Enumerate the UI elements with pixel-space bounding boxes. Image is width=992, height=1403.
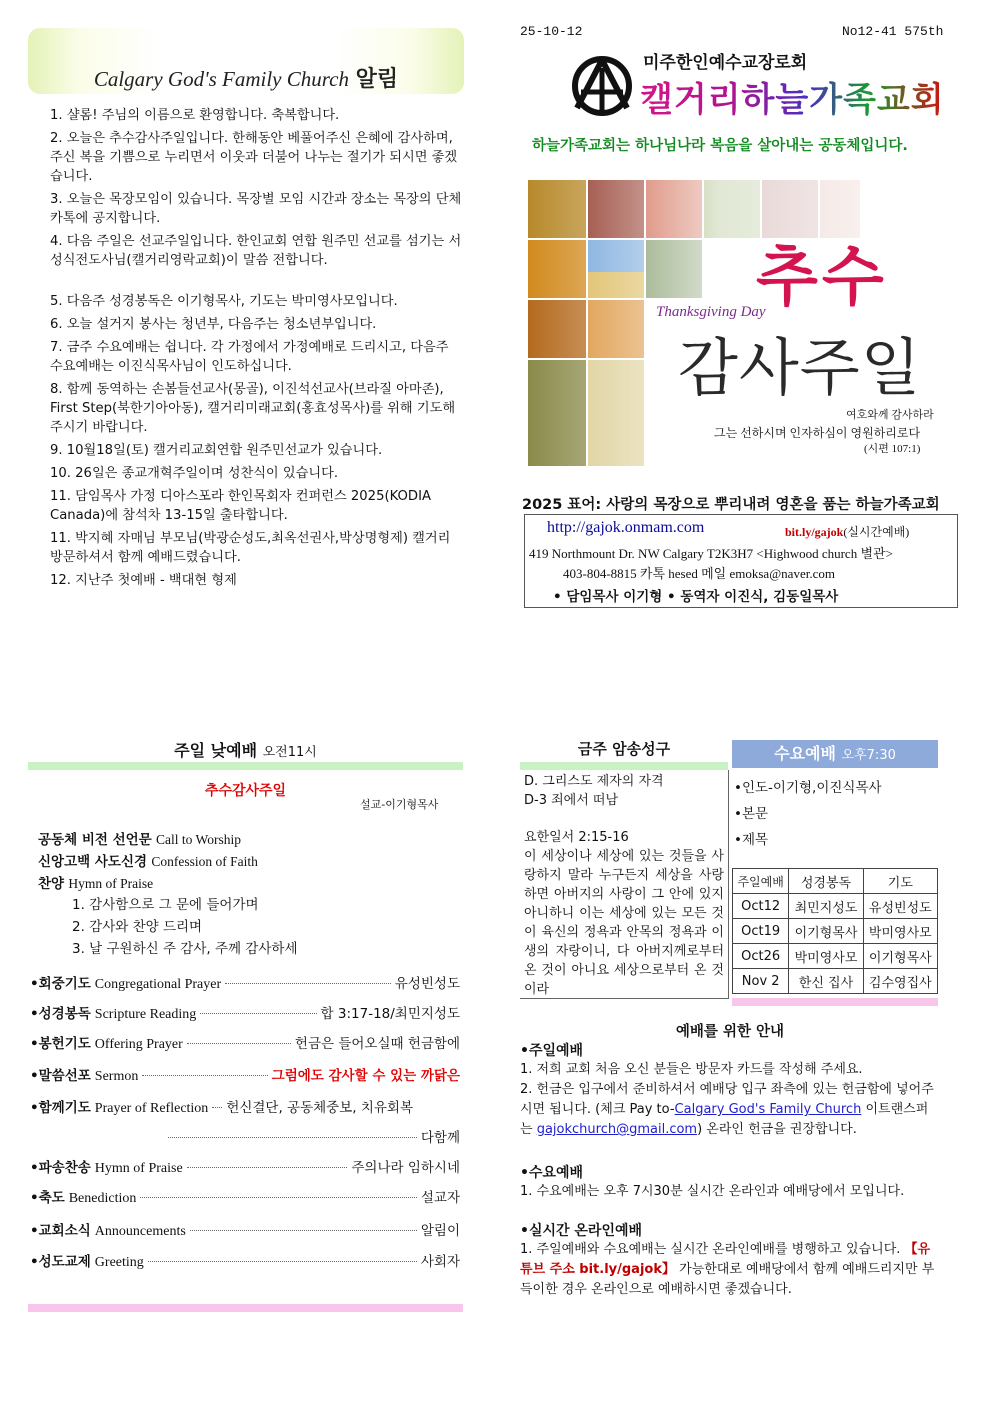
- banner-verse-line1: 여호와께 감사하라: [846, 409, 934, 421]
- notice-item: 11. 담임목사 가정 디아스포라 한인목회자 컨퍼런스 2025(KODIA Canada)에 참석차 13-15일 출타합니다.: [50, 489, 431, 523]
- order-english: Congregational Prayer: [94, 977, 222, 992]
- dotted-leader: [190, 1230, 417, 1231]
- live-stream-link-line: [785, 523, 909, 540]
- notice-item: 4. 다음 주일은 선교주일입니다. 한인교회 연합 원주민 선교를 섬기는 서성식전도사님(캘거리영락교회)이 말씀 전합니다.: [50, 234, 462, 268]
- table-cell: 박미영사모: [789, 944, 863, 969]
- order-row: [30, 1250, 460, 1271]
- church-address: 419 Northmount Dr. NW Calgary T2K3H7 <Highwood church 별관>: [529, 546, 893, 561]
- order-value: 유성빈성도: [394, 976, 460, 992]
- guide-wednesday-heading: •수요예배: [520, 1165, 584, 1181]
- sunday-theme: 추수감사주일: [204, 783, 287, 799]
- guide-online-item-1: [520, 1240, 938, 1300]
- order-confession: [38, 850, 258, 870]
- order-english: Announcements: [94, 1224, 186, 1239]
- wednesday-time: 오후7:30: [841, 748, 896, 763]
- guide-text: 이트랜스퍼는: [520, 1102, 929, 1137]
- order-english: Prayer of Reflection: [94, 1101, 209, 1116]
- order-english: Hymn of Praise: [94, 1161, 183, 1176]
- dotted-leader: [225, 983, 391, 984]
- table-header: 주일예배: [733, 869, 789, 894]
- memory-verse-body: 이 세상이나 세상에 있는 것들을 사랑하지 말라 누구든지 세상을 사랑하면 아버지의 사랑이 그 안에 있지 아니하니 이는 세상에 있는 모든 것이 육신의 정욕과 안목의 정욕과 이생의 자랑이니, 다 아버지께로부터 온 것이 아니요 세상으로부터 온 것이라: [524, 849, 724, 997]
- order-label: •봉헌기도: [30, 1036, 91, 1052]
- notice-title-church: Calgary God's Family Church: [93, 67, 349, 91]
- sermon-title: 그럼에도 감사할 수 있는 까닭은: [271, 1068, 460, 1084]
- notice-item: 3. 오늘은 목장모임이 있습니다. 목장별 모임 시간과 장소는 목장의 단체 카톡에 공지합니다.: [50, 192, 462, 226]
- sunday-time: 오전11시: [262, 745, 317, 760]
- church-name-text: 캘거리하늘가족교회: [640, 80, 945, 120]
- table-cell: 유성빈성도: [863, 894, 937, 919]
- order-english: Hymn of Praise: [68, 876, 154, 891]
- order-english: Sermon: [94, 1069, 139, 1084]
- table-row: [733, 919, 938, 944]
- notice-item: 7. 금주 수요예배는 쉽니다. 각 가정에서 가정예배로 드리시고, 다음주 수요예배는 이진식목사님이 인도하십니다.: [50, 340, 449, 374]
- guide-wednesday-item-1: 1. 수요예배는 오후 7시30분 실시간 온라인과 예배당에서 모입니다.: [520, 1184, 905, 1199]
- order-english: Confession of Faith: [151, 854, 258, 869]
- memory-line: D-3 죄에서 떠남: [524, 793, 619, 808]
- order-row: [30, 1064, 460, 1085]
- notice-title-label: 알림: [355, 67, 399, 92]
- order-row: [30, 1219, 460, 1240]
- sunday-worship-title: [28, 738, 463, 761]
- order-row: [30, 1002, 460, 1023]
- email-link[interactable]: gajokchurch@gmail.com: [536, 1122, 698, 1137]
- order-label: 찬양: [38, 876, 65, 892]
- table-cell: Oct12: [733, 894, 789, 919]
- order-english: Call to Worship: [156, 832, 241, 847]
- order-value: 헌신결단, 공동체중보, 치유회복: [226, 1100, 414, 1116]
- guide-text: 2. 헌금은 입구에서 준비하셔서 예배당 입구 좌측에 있는 헌금함에 넣어주시면 됩니다. (체크 Pay to-: [520, 1082, 934, 1117]
- order-value: 헌금은 들어오실때 헌금함에: [294, 1036, 460, 1052]
- hymn-song: 3. 날 구원하신 주 감사, 주께 감사하세: [72, 941, 298, 957]
- order-label: •성경봉독: [30, 1006, 91, 1022]
- order-label: •성도교제: [30, 1254, 91, 1270]
- table-cell: Nov 2: [733, 969, 789, 994]
- guide-sunday-item-1: 1. 저희 교회 처음 오신 분들은 방문자 카드를 작성해 주세요.: [520, 1062, 863, 1077]
- guide-sunday-heading: •주일예배: [520, 1043, 584, 1059]
- order-value: 다함께: [420, 1130, 460, 1146]
- church-info-box: [524, 514, 958, 608]
- banner-title-thanksgiving: 감사주일: [678, 335, 922, 403]
- dotted-leader: [142, 1075, 267, 1076]
- guide-sunday-item-2: [520, 1080, 938, 1140]
- dotted-leader: [212, 1107, 222, 1108]
- bitly-note: (실시간예배): [843, 525, 910, 539]
- order-label: •함께기도: [30, 1100, 91, 1116]
- table-header-row: [733, 869, 938, 894]
- notice-item: 2. 오늘은 추수감사주일입니다. 한해동안 베풀어주신 은혜에 감사하며, 주신 복을 기쁨으로 누리면서 이웃과 더불어 나누는 절기가 되시면 좋겠습니다.: [50, 131, 458, 184]
- table-cell: 한신 집사: [789, 969, 863, 994]
- table-row: [733, 894, 938, 919]
- memory-spacer: [524, 810, 724, 828]
- table-cell: 이기형목사: [863, 944, 937, 969]
- notice-item: 11. 박지혜 자매님 부모님(박광순성도,최옥선권사,박상명형제) 캘거리 방문하셔서 함께 예배드렸습니다.: [50, 531, 451, 565]
- order-row: [30, 1126, 460, 1146]
- order-english: Scripture Reading: [94, 1007, 197, 1022]
- notice-item: 10. 26일은 종교개혁주일이며 성찬식이 있습니다.: [50, 466, 339, 481]
- guide-text: ) 온라인 헌금을 권장합니다.: [697, 1122, 857, 1137]
- wednesday-text: •본문: [734, 806, 769, 822]
- table-cell: 이기형목사: [789, 919, 863, 944]
- order-label: •말씀선포: [30, 1068, 91, 1084]
- order-call-to-worship: [38, 828, 241, 848]
- memory-reference: 요한일서 2:15-16: [524, 830, 629, 845]
- worship-guide-title: 예배를 위한 안내: [675, 1024, 785, 1040]
- memory-verse-box: [520, 770, 729, 999]
- youtube-address[interactable]: 【유튜브 주소 bit.ly/gajok】: [520, 1242, 931, 1277]
- dotted-leader: [200, 1013, 316, 1014]
- table-header: 기도: [863, 869, 937, 894]
- wednesday-title-text: 수요예배: [774, 744, 836, 763]
- notice-item: 9. 10월18일(토) 캘거리교회연합 원주민선교가 있습니다.: [50, 443, 383, 458]
- order-english: Benediction: [68, 1191, 137, 1206]
- notice-item: 5. 다음주 성경봉독은 이기형목사, 기도는 박미영사모입니다.: [50, 294, 398, 309]
- order-label: 신앙고백 사도신경: [38, 854, 148, 870]
- section-divider: [28, 1304, 463, 1312]
- dotted-leader: [187, 1043, 291, 1044]
- table-cell: Oct19: [733, 919, 789, 944]
- notice-list: [50, 106, 464, 594]
- church-staff: • 담임목사 이기형 • 동역자 이진식, 김동일목사: [553, 589, 839, 605]
- church-website: [547, 519, 704, 537]
- order-label: 공동체 비전 선언문: [38, 832, 152, 848]
- banner-title-harvest: 추수: [756, 242, 888, 313]
- order-label: •회중기도: [30, 976, 91, 992]
- guide-text: 가능한대로 예배당에서 함께 예배드리지만 부득이한 경우 온라인으로 예배하시면 좋겠습니다.: [520, 1262, 935, 1297]
- memory-line: D. 그리스도 제자의 자격: [524, 774, 664, 789]
- hymn-song: 2. 감사와 찬양 드리며: [72, 919, 203, 935]
- order-row: [30, 1186, 460, 1207]
- denomination-name: 미주한인예수교장로회: [643, 53, 808, 73]
- banner-verse-reference: (시편 107:1): [864, 443, 921, 455]
- table-cell: 김수영집사: [863, 969, 937, 994]
- order-label: •파송찬송: [30, 1160, 91, 1176]
- guide-text: 1. 주일예배와 수요예배는 실시간 온라인예배를 병행하고 있습니다.: [520, 1242, 901, 1257]
- notice-item: 1. 샬롬! 주님의 이름으로 환영합니다. 축복합니다.: [50, 108, 340, 123]
- order-value: 합 3:17-18/최민지성도: [320, 1006, 460, 1022]
- bulletin-date: 25-10-12: [520, 24, 583, 39]
- order-value: 주의나라 임하시네: [351, 1160, 460, 1176]
- notice-item: 12. 지난주 첫예배 - 백대현 형제: [50, 573, 237, 588]
- dotted-leader: [168, 1137, 417, 1138]
- church-name: [640, 72, 945, 121]
- section-divider: [520, 762, 728, 770]
- website-link[interactable]: http://gajok.onmam.com: [547, 519, 705, 536]
- year-motto: 2025 표어: 사랑의 목장으로 뿌리내려 영혼을 품는 하늘가족교회: [522, 497, 940, 513]
- section-divider: [28, 762, 463, 770]
- notice-item: 8. 함께 동역하는 손봄들선교사(몽골), 이진석선교사(브라질 아마존), First Step(북한기아아동), 캘거리미래교회(홍효성목사)를 위해 기도해 주시기 바랍니다.: [50, 382, 456, 435]
- order-label: •교회소식: [30, 1223, 91, 1239]
- order-english: Offering Prayer: [94, 1037, 183, 1052]
- order-row: [30, 972, 460, 993]
- banner-verse-line2: 그는 선하시며 인자하심이 영원하리로다: [714, 426, 921, 440]
- section-divider: [732, 998, 938, 1006]
- wednesday-leader: •인도-이기형,이진식목사: [734, 780, 882, 796]
- order-label: •축도: [30, 1190, 65, 1206]
- table-cell: 최민지성도: [789, 894, 863, 919]
- table-row: [733, 969, 938, 994]
- notice-item: 6. 오늘 설거지 봉사는 청년부, 다음주는 청소년부입니다.: [50, 317, 377, 332]
- notice-title: [28, 62, 464, 93]
- order-hymn: [38, 872, 153, 892]
- dotted-leader: [187, 1167, 348, 1168]
- order-row: [30, 1096, 460, 1117]
- notice-panel: [28, 28, 464, 628]
- table-header: 성경봉독: [789, 869, 863, 894]
- guide-online-heading: •실시간 온라인예배: [520, 1223, 643, 1239]
- payee-link[interactable]: Calgary God's Family Church: [674, 1102, 862, 1117]
- dotted-leader: [140, 1197, 417, 1198]
- memory-verse-text: [524, 772, 724, 999]
- hymn-song: 1. 감사함으로 그 문에 들어가며: [72, 897, 259, 913]
- table-cell: Oct26: [733, 944, 789, 969]
- table-row: [733, 944, 938, 969]
- wednesday-topic: •제목: [734, 832, 769, 848]
- church-logo-icon: [567, 54, 637, 118]
- bitly-link[interactable]: bit.ly/gajok: [785, 525, 844, 539]
- duty-schedule-table: [732, 868, 938, 994]
- bulletin-issue-number: No12-41 575th: [842, 24, 944, 39]
- wednesday-worship-title: [732, 740, 938, 768]
- banner-english: Thanksgiving Day: [656, 304, 766, 320]
- dotted-leader: [148, 1261, 417, 1262]
- order-row: [30, 1156, 460, 1177]
- church-contact: 403-804-8815 카톡 hesed 메일 emoksa@naver.com: [563, 566, 835, 581]
- order-value: 알림이: [420, 1223, 460, 1239]
- sunday-preacher: 설교-이기형목사: [360, 798, 439, 811]
- table-cell: 박미영사모: [863, 919, 937, 944]
- order-row: [30, 1032, 460, 1053]
- order-value: 설교자: [420, 1190, 460, 1206]
- order-value: 사회자: [420, 1254, 460, 1270]
- thanksgiving-banner: [528, 180, 953, 466]
- memory-verse-title: 금주 암송성구: [577, 740, 671, 758]
- sunday-title-text: 주일 낮예배: [174, 741, 258, 760]
- church-slogan: 하늘가족교회는 하나님나라 복음을 살아내는 공동체입니다.: [532, 138, 908, 154]
- order-english: Greeting: [94, 1255, 144, 1270]
